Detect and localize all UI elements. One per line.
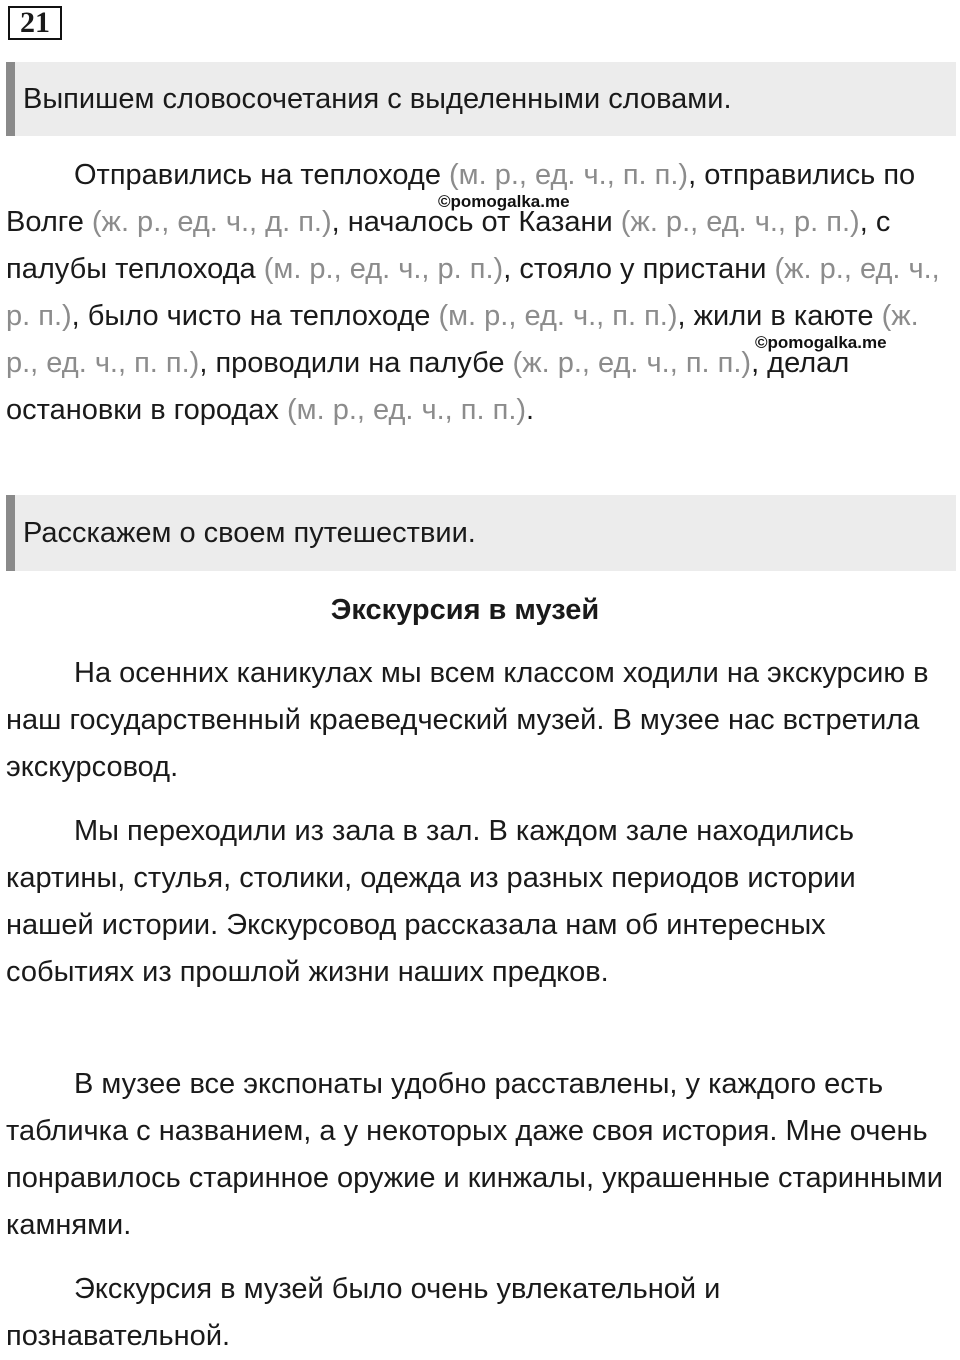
phrase-2: , отправились по Волге (6, 159, 916, 238)
grammar-note-9: (м. р., ед. ч., п. п.) (286, 394, 527, 426)
grammar-note-4: (м. р., ед. ч., р. п.) (263, 253, 504, 285)
grammar-note-8: (ж. р., ед. ч., п. п.) (512, 347, 752, 379)
phrase-9: , делал остановки в городах (6, 347, 850, 426)
phrase-1: Отправились на теплоходе (74, 159, 441, 191)
watermark-1: ©pomogalka.me (438, 192, 570, 211)
essay-paragraph-2: Мы переходили из зала в зал. В каждом зале находились картины, стулья, столики, одежда из разных периодов истории нашей истории. Экскурсовод рассказала нам об интересных событиях из прошлой жизни наших предков. (6, 815, 856, 988)
task-heading-2 (6, 495, 956, 571)
exercise-number: 21 (8, 6, 62, 40)
phrase-4: , с палубы теплохода (6, 206, 891, 285)
grammar-note-2: (ж. р., ед. ч., д. п.) (91, 206, 332, 238)
task-text-1: Выпишем словосочетания с выделенными словами. (23, 82, 732, 115)
grammar-note-3: (ж. р., ед. ч., р. п.) (620, 206, 860, 238)
essay-title: Экскурсия в музей (330, 594, 600, 626)
grammar-note-1: (м. р., ед. ч., п. п.) (449, 159, 689, 191)
task-text-2: Расскажем о своем путешествии. (23, 516, 476, 549)
essay-paragraph-1: На осенних каникулах мы всем классом ходили на экскурсию в наш государственный краеведческий музей. В музее нас встретила экскурсовод. (6, 657, 929, 783)
task-heading-1 (6, 62, 956, 136)
phrase-3: , началось от Казани (331, 206, 613, 238)
phrase-end: . (526, 394, 535, 426)
phrase-8: , проводили на палубе (199, 347, 505, 379)
watermark-2: ©pomogalka.me (755, 333, 887, 352)
phrase-6: , было чисто на теплоходе (71, 300, 431, 332)
grammar-note-5: (ж. р., ед. ч., р. п.) (6, 253, 940, 332)
phrase-5: , стояло у пристани (503, 253, 767, 285)
essay-paragraph-4: Экскурсия в музей было очень увлекательной и познавательной. (6, 1273, 721, 1352)
essay-paragraph-3: В музее все экспонаты удобно расставлены, у каждого есть табличка с названием, а у некоторых даже своя история. Мне очень понравилось старинное оружие и кинжалы, украшенные старинными камнями. (6, 1068, 943, 1241)
phrase-7: , жили в каюте (677, 300, 874, 332)
grammar-note-6: (м. р., ед. ч., п. п.) (438, 300, 678, 332)
grammar-note-7: (ж. р., ед. ч., п. п.) (6, 300, 919, 379)
